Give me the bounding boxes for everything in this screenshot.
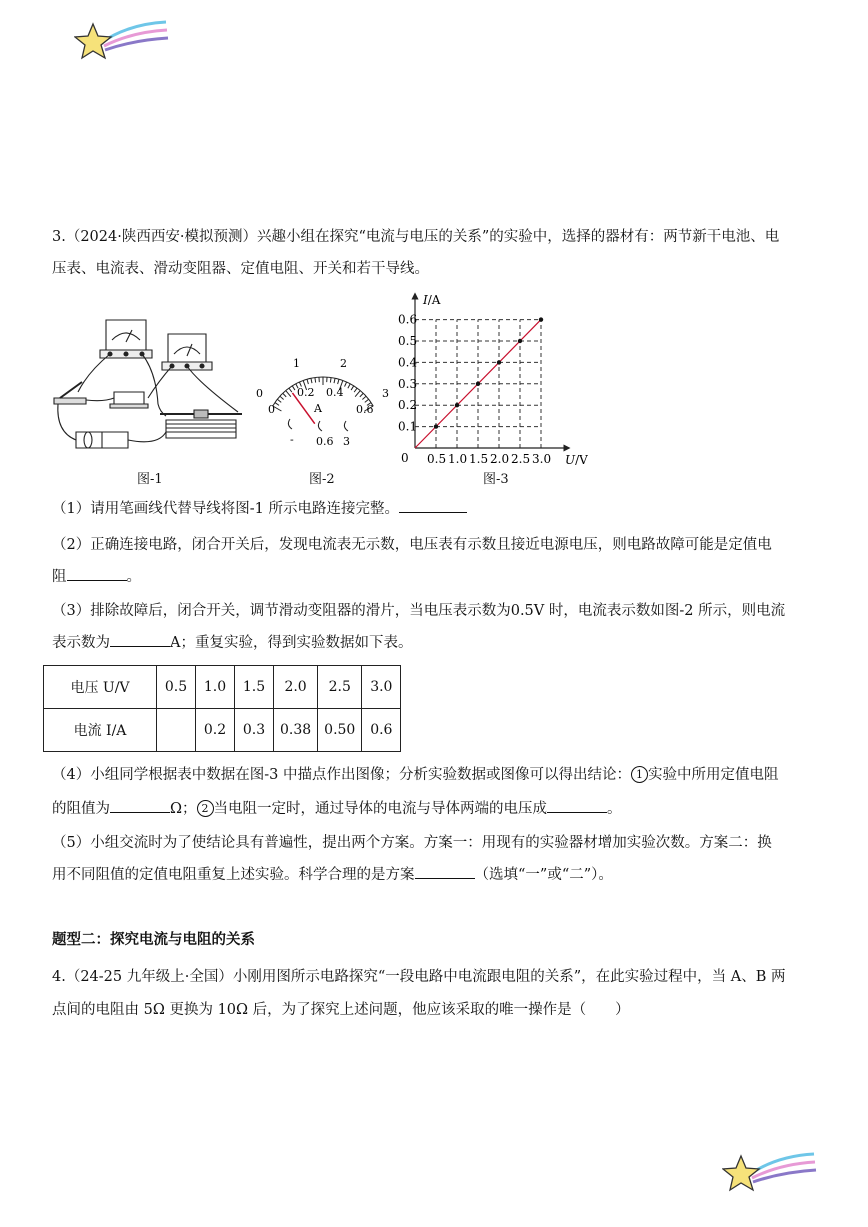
dial-tick [277,399,281,402]
x-axis-label: U/V [565,453,588,467]
dial-outer-label: 2 [340,357,347,370]
dial-tick [307,379,308,384]
dial-outer-label: 1 [293,357,300,370]
data-point [476,382,480,386]
terminal [344,421,348,431]
sub5-end: （选填“一”或“二”）。 [474,867,613,883]
y-tick-label: 0.3 [398,376,418,391]
table-cell: 1.0 [196,666,235,709]
dial-tick [292,386,295,390]
dial-inner-label: 0 [268,403,275,416]
answer-blank-2[interactable] [67,566,127,581]
q3-sub5-line2 [52,860,822,890]
dial-tick [330,378,331,383]
x-tick-label: 3.0 [532,452,552,466]
sub4-text: （4）小组同学根据表中数据在图-3 中描点作出图像；分析实验数据或图像可以得出结论： [52,767,631,783]
origin-label: 0 [401,451,409,465]
table-cell: 0.2 [196,709,235,752]
sub5-text: 用不同阻值的定值电阻重复上述实验。科学合理的是方案 [52,867,415,883]
dial-inner-label: 0.4 [326,386,344,399]
q3-stem-line1: 3.（2024·陕西西安·模拟预测）兴趣小组在探究“电流与电压的关系”的实验中，选择的器材有：两节新干电池、电 [52,229,780,245]
sub4-unit: Ω； [170,801,197,817]
q3-sub1 [52,494,822,524]
terminal-label: 3 [343,435,350,448]
figure-3-graph [395,290,600,470]
q3-sub4-line2 [52,794,822,824]
figure-3-caption: 图-3 [483,472,509,487]
circled-number: 2 [197,800,214,817]
sub1-text: （1）请用笔画线代替导线将图-1 所示电路连接完整。 [52,501,399,517]
table-row [44,666,401,709]
dial-tick [362,396,366,399]
q3-sub3-line1: （3）排除故障后，闭合开关，调节滑动变阻器的滑片，当电压表示数为0.5V 时，电流表示数如图-2 所示，则电流 [52,603,786,619]
terminal [288,419,292,429]
terminal-label: 0.6 [316,435,334,448]
table-cell: 2.0 [274,666,318,709]
dial-unit: A [314,402,322,415]
y-tick-label: 0.1 [398,419,418,434]
table-cell: 3.0 [362,666,401,709]
dial-tick [334,378,335,383]
circled-number: 1 [631,766,648,783]
table-cell: 2.5 [318,666,362,709]
dial-inner-label: 0.2 [297,386,315,399]
row-label: 电压 U/V [44,666,157,709]
dial-tick [280,396,284,399]
dial-tick [315,378,316,383]
dial-tick [275,403,279,406]
dial-tick [351,386,354,390]
dial-tick [283,393,286,397]
y-tick-label: 0.5 [398,334,418,348]
q3-sub2-line1: （2）正确连接电路，闭合开关后，发现电流表无示数，电压表有示数且接近电源电压，则电路故障可能是定值电 [52,537,772,553]
table-cell: 0.5 [157,666,196,709]
figure-1-caption: 图-1 [137,472,163,487]
y-axis-label: I/A [423,293,441,307]
table-cell-blank[interactable] [157,709,196,752]
data-point [518,339,522,343]
dial-tick [338,379,339,384]
sub2-end: 。 [126,569,141,585]
answer-blank-5[interactable] [547,798,607,813]
figure-2-ammeter [248,345,398,453]
dial-inner-label: 0.6 [356,403,374,416]
sub2-text: 阻 [52,569,67,585]
row-label: 电流 I/A [44,709,157,752]
sub3-text: 表示数为 [52,635,110,651]
dial-tick [311,378,312,383]
q3-sub3-line2 [52,628,822,658]
dial-tick [348,384,350,388]
x-tick-label: 0.5 [427,452,447,466]
star-logo-top [74,20,170,66]
y-tick-label: 0.6 [398,312,418,327]
q3-sub2-line2 [52,562,822,592]
data-point [434,424,438,428]
dial-tick [354,388,357,392]
data-point [497,360,501,364]
star-logo-bottom [722,1152,818,1198]
dial-tick [289,388,292,392]
dial-tick [286,391,291,397]
q3-sub5-line1: （5）小组交流时为了使结论具有普遍性，提出两个方案。方案一：用现有的实验器材增加实验次数。方案二：换 [52,835,772,851]
sub3-end: A；重复实验，得到实验数据如下表。 [170,635,413,651]
sub4-text: 当电阻一定时，通过导体的电流与导体两端的电压成 [213,801,548,817]
table-row [44,709,401,752]
data-point [539,317,543,321]
answer-blank-4[interactable] [110,798,170,813]
dial-outer-label: 0 [256,387,263,400]
x-tick-label: 1.5 [469,452,489,466]
section-heading: 题型二：探究电流与电阻的关系 [52,931,255,948]
x-tick-label: 1.0 [448,452,468,466]
answer-blank-3[interactable] [110,632,170,647]
dial-tick [345,382,347,387]
table-cell: 1.5 [235,666,274,709]
q4-line2: 点间的电阻由 5Ω 更换为 10Ω 后，为了探究上述问题，他应该采取的唯一操作是（ ） [52,1002,630,1018]
dial-tick [365,399,369,402]
dial-tick [355,391,360,397]
q3-stem-line2: 压表、电流表、滑动变阻器、定值电阻、开关和若干导线。 [52,261,429,277]
figure-1-circuit [48,312,254,462]
terminal-label: - [290,433,294,446]
q4-line1: 4.（24-25 九年级上·全国）小刚用图所示电路探究“一段电路中电流跟电阻的关系”，在此实验过程中，当 A、B 两 [52,969,786,985]
q3-sub4-line1 [52,760,822,790]
sub4-text: 的阻值为 [52,801,110,817]
table-cell: 0.3 [235,709,274,752]
y-tick-label: 0.2 [398,398,418,413]
sub4-text: 实验中所用定值电阻 [647,767,779,783]
terminal [318,421,322,431]
x-tick-label: 2.5 [511,452,531,466]
x-tick-label: 2.0 [490,452,510,466]
figure-2-caption: 图-2 [309,472,335,487]
data-table [43,665,401,752]
answer-blank-1[interactable] [399,498,467,513]
dial-outer-label: 3 [382,387,389,400]
y-tick-label: 0.4 [398,355,418,370]
data-point [455,403,459,407]
table-cell: 0.6 [362,709,401,752]
answer-blank-6[interactable] [415,864,475,879]
dial-tick [360,393,363,397]
table-cell: 0.38 [274,709,318,752]
table-cell: 0.50 [318,709,362,752]
sub4-end: 。 [607,801,622,817]
